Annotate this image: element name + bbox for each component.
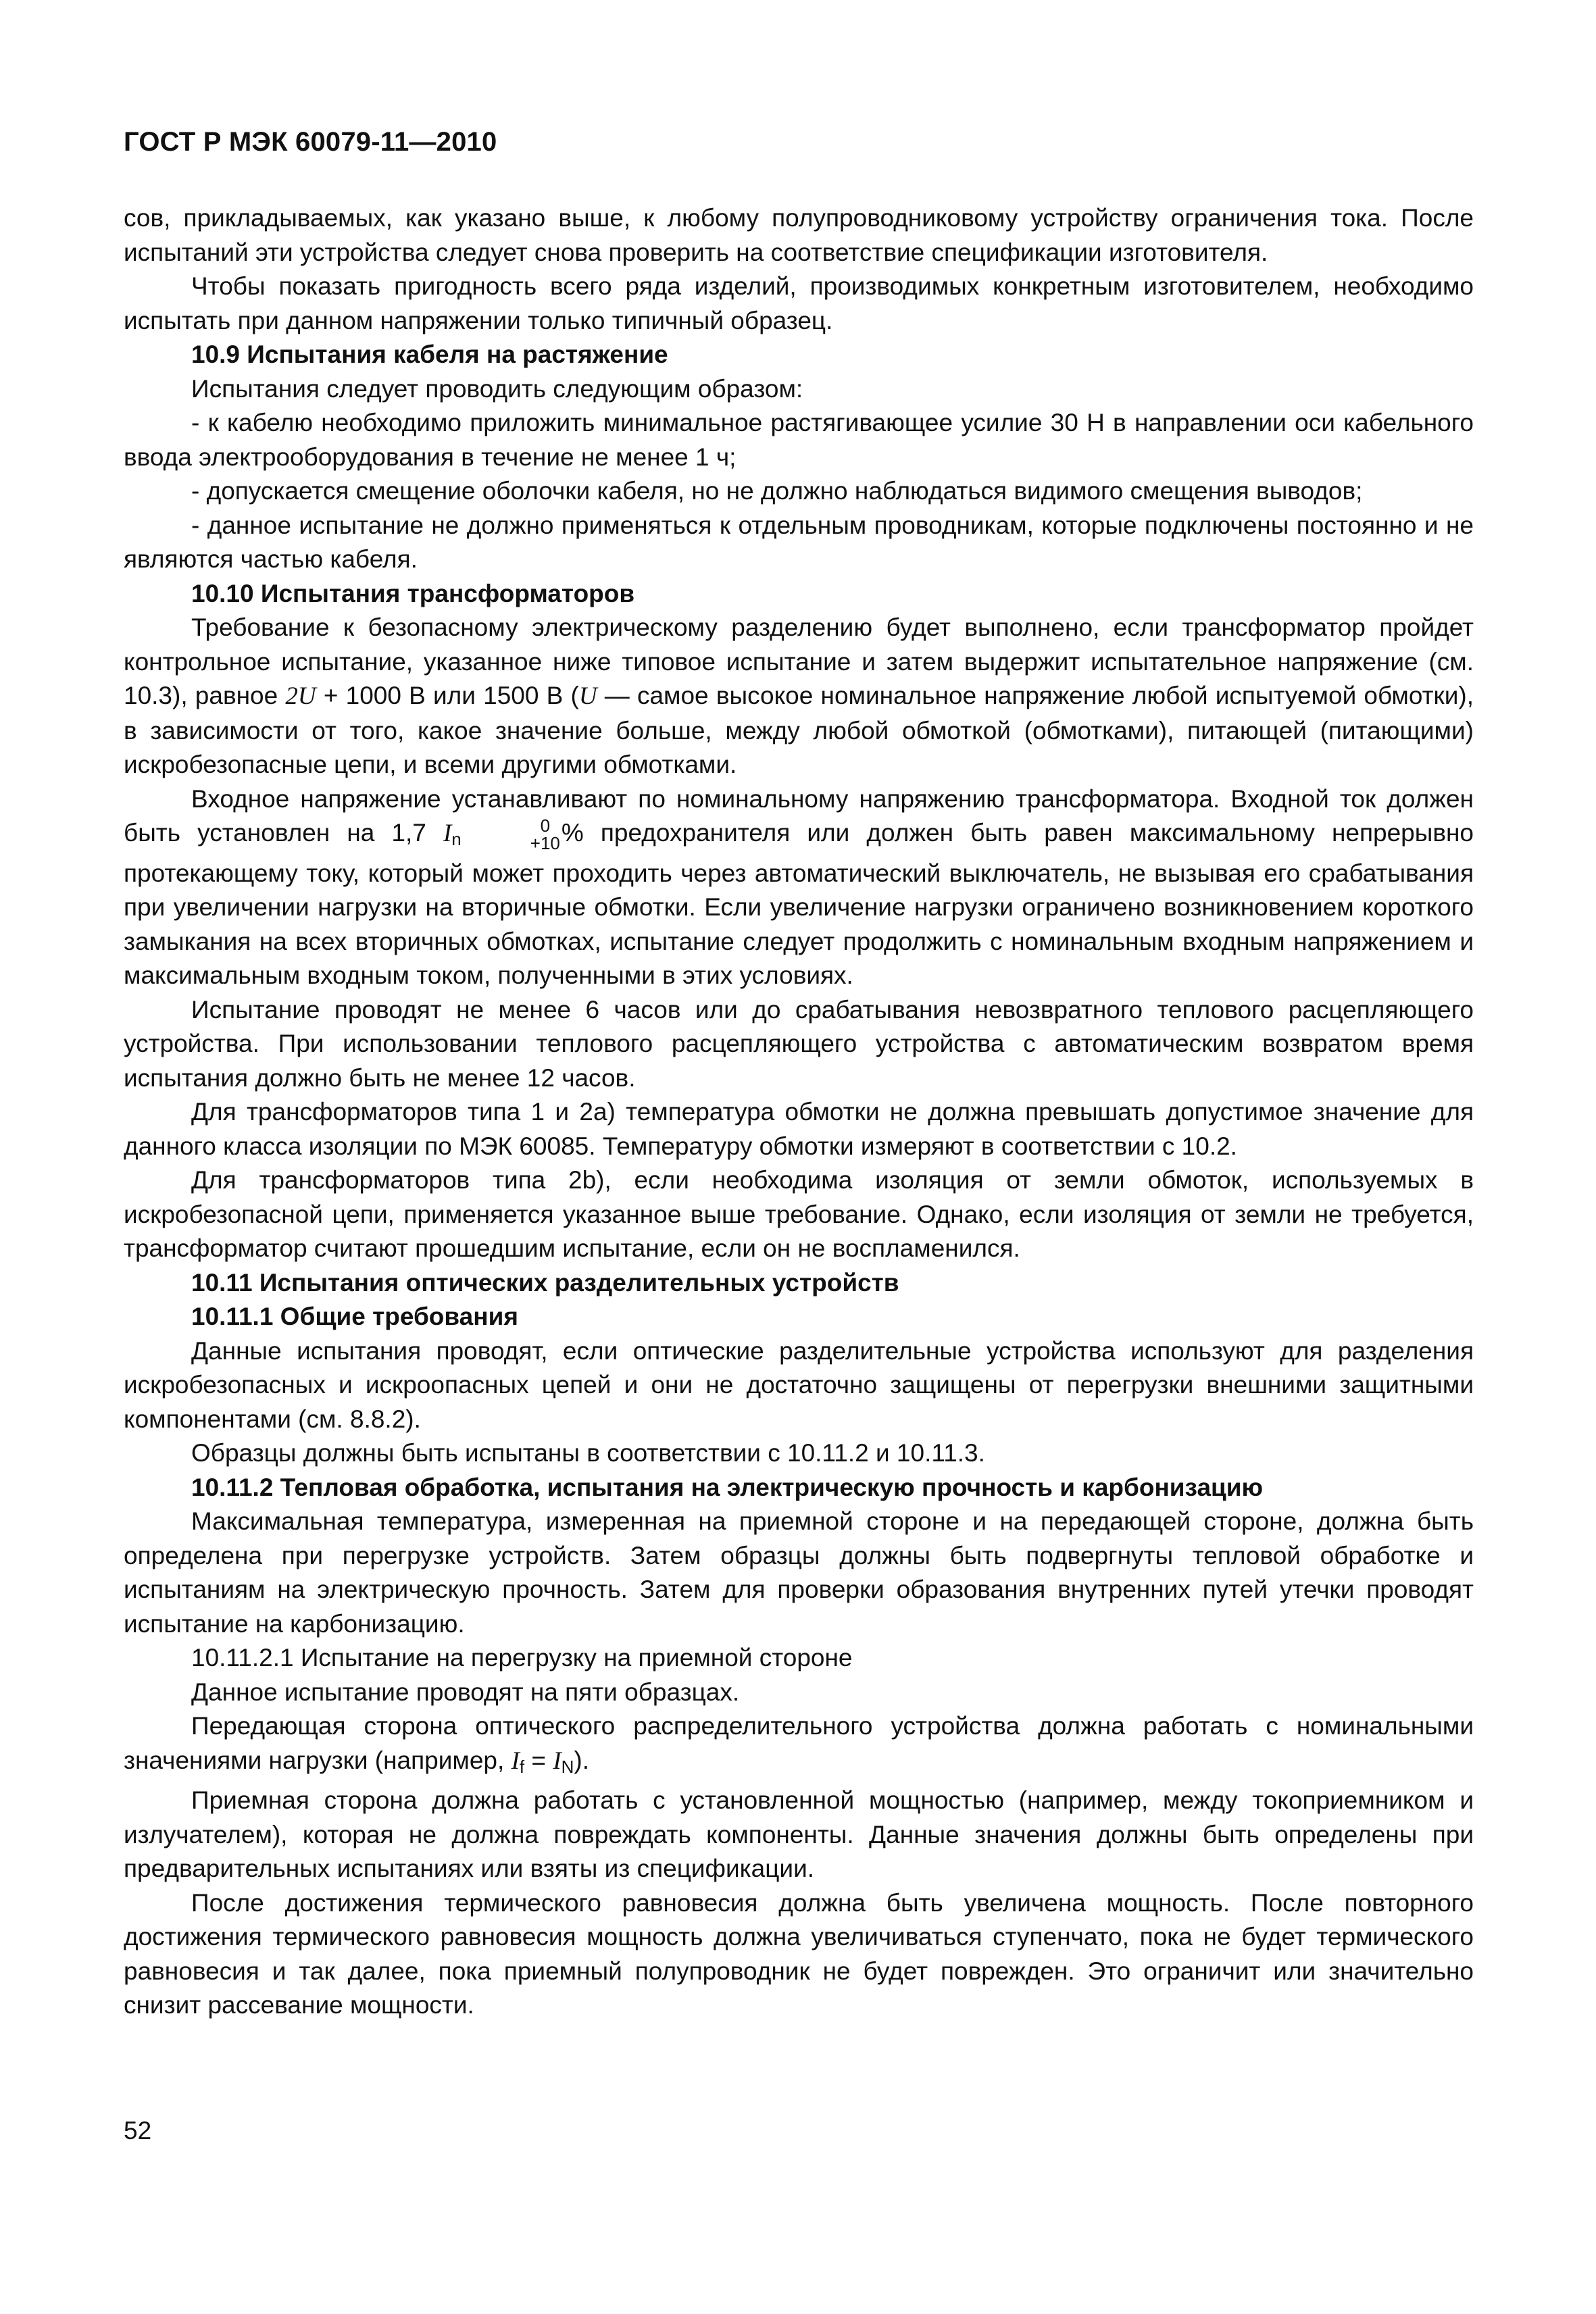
paragraph: Испытание проводят не менее 6 часов или до срабатывания невозвратного теплового расцепляющего устройства. При использовании теплового расцепляющего устройства с автоматическим возвратом время испытания должно быть не менее 12 часов. [124, 995, 1474, 1092]
paragraph: Данное испытание проводят на пяти образцах. [191, 1678, 740, 1706]
section-heading: 10.11.2 Тепловая обработка, испытания на электрическую прочность и карбонизацию [191, 1473, 1264, 1501]
paragraph-transmit-side: Передающая сторона оптического распределительного устройства должна работать с номинальными значениями нагрузки (например, $I_f = I_N$). [124, 1712, 1474, 1777]
formula-in: I [443, 820, 452, 847]
paragraph: Приемная сторона должна работать с установленной мощностью (например, между токоприемником и излучателем), которая не должна повреждать компоненты. Данные значения должны быть определены при предварительных испытаниях или взяты из спецификации. [124, 1786, 1474, 1882]
list-item: - к кабелю необходимо приложить минимальное растягивающее усилие 30 Н в направлении оси кабельного ввода электрооборудования в течение не менее 1 ч; [124, 409, 1474, 471]
formula-u: U [578, 682, 597, 710]
paragraph: Максимальная температура, измеренная на приемной стороне и на передающей стороне, должна быть определена при перегрузке устройств. Затем образцы должны быть подвергнуты тепловой обработке и испытаниям на электрическую прочность. Затем для проверки образования внутренних путей утечки проводят испытание на карбонизацию. [124, 1507, 1474, 1638]
paragraph: 10.11.2.1 Испытание на перегрузку на приемной стороне [191, 1644, 853, 1671]
paragraph: Для трансформаторов типа 1 и 2а) температура обмотки не должна превышать допустимое значение для данного класса изоляции по МЭК 60085. Температуру обмотки измеряют в соответствии с 10.2. [124, 1098, 1474, 1160]
paragraph: Чтобы показать пригодность всего ряда изделий, производимых конкретным изготовителем, необходимо испытать при данном напряжении только типичный образец. [124, 272, 1474, 334]
tolerance-fraction: 0 +10 [530, 815, 560, 854]
paragraph: После достижения термического равновесия должна быть увеличена мощность. После повторного достижения термического равновесия мощность должна увеличиваться ступенчато, пока не будет термического равновесия и так далее, пока приемный полупроводник не будет поврежден. Это ограничит или значительно снизит рассевание мощности. [124, 1888, 1474, 2019]
paragraph: Образцы должны быть испытаны в соответствии с 10.11.2 и 10.11.3. [191, 1439, 985, 1467]
section-heading: 10.9 Испытания кабеля на растяжение [191, 341, 668, 368]
page-number: 52 [124, 2117, 152, 2144]
section-heading: 10.10 Испытания трансформаторов [191, 579, 635, 607]
section-heading: 10.11.1 Общие требования [191, 1303, 518, 1330]
document-body [124, 201, 1474, 2023]
paragraph-input-current: Входное напряжение устанавливают по номинальному напряжению трансформатора. Входной ток должен быть установлен на 1,7 $I_n$ 0 +10 % предохранителя или должен быть равен максимальному непрерывно протекающему току, который может проходить через автоматический выключатель, не вызывая его срабатывания при увеличении нагрузки на вторичные обмотки. Если увеличение нагрузки ограничено возникновением короткого замыкания на всех вторичных обмотках, испытание следует продолжить с номинальным входным напряжением и максимальным входным током, полученными в этих условиях. [124, 784, 1474, 989]
formula-in-nominal: I [553, 1746, 562, 1775]
paragraph: Испытания следует проводить следующим образом: [191, 374, 803, 403]
list-item: - данное испытание не должно применяться к отдельным проводникам, которые подключены постоянно и не являются частью кабеля. [124, 511, 1474, 573]
paragraph: Для трансформаторов типа 2b), если необходима изоляция от земли обмоток, используемых в искробезопасной цепи, применяется указанное выше требование. Однако, если изоляция от земли не требуется, трансформатор считают прошедшим испытание, если он не воспламенился. [124, 1166, 1474, 1262]
paragraph: Данные испытания проводят, если оптические разделительные устройства используют для разделения искробезопасных и искроопасных цепей и они не достаточно защищены от перегрузки внешними защитными компонентами (см. 8.8.2). [124, 1336, 1474, 1433]
paragraph-transformer-requirement: Требование к безопасному электрическому разделению будет выполнено, если трансформатор пройдет контрольное испытание, указанное ниже типовое испытание и затем выдержит испытательное напряжение (см. 10.3), равное 2U + 1000 В или 1500 В (U — самое высокое номинальное напряжение любой испытуемой обмотки), в зависимости от того, какое значение больше, между любой обмоткой (обмотками), питающей (питающими) искробезопасные цепи, и всеми другими обмотками. [124, 613, 1474, 778]
document-header-title: ГОСТ Р МЭК 60079-11—2010 [124, 127, 497, 157]
list-item: - допускается смещение оболочки кабеля, но не должно наблюдаться видимого смещения выводов; [191, 477, 1363, 505]
formula-2u: 2U [285, 682, 316, 710]
paragraph: сов, прикладываемых, как указано выше, к любому полупроводниковому устройству ограничения тока. После испытаний эти устройства следует снова проверить на соответствие спецификации изготовителя. [124, 204, 1474, 266]
section-heading: 10.11 Испытания оптических разделительных устройств [191, 1268, 899, 1297]
formula-if: I [511, 1746, 520, 1775]
